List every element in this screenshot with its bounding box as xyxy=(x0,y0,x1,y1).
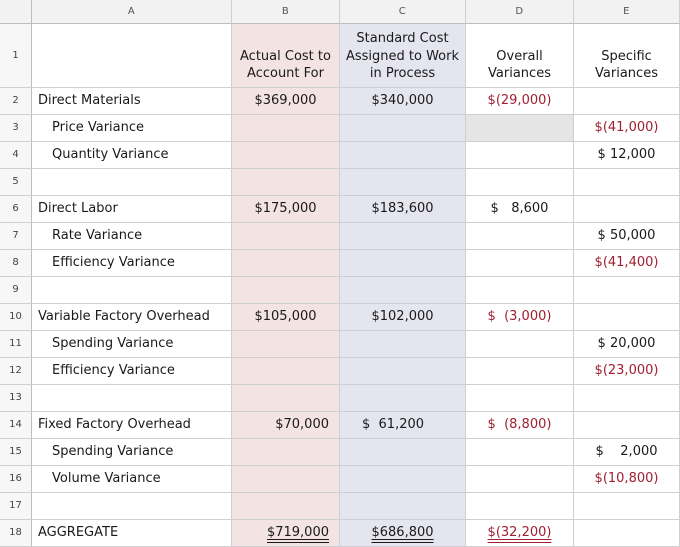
standard-cost-cell[interactable]: $102,000 xyxy=(340,304,466,331)
specific-variance-cell[interactable]: $(41,400) xyxy=(574,250,680,277)
cell-a1[interactable] xyxy=(32,24,232,88)
header-standard-cost[interactable]: Standard Cost Assigned to Work in Process xyxy=(340,24,466,88)
standard-cost-cell[interactable] xyxy=(340,331,466,358)
standard-cost-cell[interactable]: $183,600 xyxy=(340,196,466,223)
actual-cost-cell[interactable] xyxy=(232,331,340,358)
row-label[interactable]: Variable Factory Overhead xyxy=(32,304,232,331)
actual-cost-cell[interactable] xyxy=(232,439,340,466)
actual-cost-cell[interactable] xyxy=(232,169,340,196)
standard-cost-cell[interactable] xyxy=(340,169,466,196)
actual-cost-cell[interactable]: $369,000 xyxy=(232,88,340,115)
row-header[interactable]: 17 xyxy=(0,493,32,520)
row-label[interactable]: Fixed Factory Overhead xyxy=(32,412,232,439)
specific-variance-cell[interactable] xyxy=(574,277,680,304)
actual-cost-cell[interactable]: $175,000 xyxy=(232,196,340,223)
row-label[interactable]: Direct Materials xyxy=(32,88,232,115)
row-header[interactable]: 16 xyxy=(0,466,32,493)
specific-variance-cell[interactable]: $(23,000) xyxy=(574,358,680,385)
actual-cost-cell[interactable] xyxy=(232,385,340,412)
overall-variance-cell[interactable] xyxy=(466,169,574,196)
specific-variance-cell[interactable] xyxy=(574,88,680,115)
row-label[interactable]: Rate Variance xyxy=(32,223,232,250)
row-header[interactable]: 12 xyxy=(0,358,32,385)
actual-cost-cell[interactable] xyxy=(232,142,340,169)
specific-variance-cell[interactable] xyxy=(574,493,680,520)
specific-variance-cell[interactable]: $ 20,000 xyxy=(574,331,680,358)
overall-variance-cell[interactable]: $(32,200) xyxy=(466,520,574,547)
actual-cost-cell[interactable] xyxy=(232,358,340,385)
specific-variance-cell[interactable] xyxy=(574,169,680,196)
overall-variance-cell[interactable] xyxy=(466,493,574,520)
actual-cost-cell[interactable] xyxy=(232,223,340,250)
row-label[interactable]: Efficiency Variance xyxy=(32,250,232,277)
overall-variance-cell[interactable]: $ (8,800) xyxy=(466,412,574,439)
row-header[interactable]: 2 xyxy=(0,88,32,115)
column-header-d[interactable]: D xyxy=(466,0,574,24)
specific-variance-cell[interactable] xyxy=(574,385,680,412)
specific-variance-cell[interactable]: $ 12,000 xyxy=(574,142,680,169)
overall-variance-cell[interactable]: $(29,000) xyxy=(466,88,574,115)
actual-cost-cell[interactable] xyxy=(232,250,340,277)
header-actual-cost[interactable]: Actual Cost to Account For xyxy=(232,24,340,88)
row-header[interactable]: 8 xyxy=(0,250,32,277)
column-header-e[interactable]: E xyxy=(574,0,680,24)
actual-cost-cell[interactable]: $105,000 xyxy=(232,304,340,331)
overall-variance-cell[interactable]: $ (3,000) xyxy=(466,304,574,331)
row-label[interactable]: AGGREGATE xyxy=(32,520,232,547)
standard-cost-cell[interactable] xyxy=(340,115,466,142)
overall-variance-cell[interactable]: $ 8,600 xyxy=(466,196,574,223)
row-label[interactable] xyxy=(32,385,232,412)
specific-variance-cell[interactable] xyxy=(574,412,680,439)
standard-cost-cell[interactable]: $ 61,200 xyxy=(340,412,466,439)
header-specific-variances[interactable]: Specific Variances xyxy=(574,24,680,88)
row-header[interactable]: 6 xyxy=(0,196,32,223)
specific-variance-cell[interactable] xyxy=(574,196,680,223)
row-label[interactable] xyxy=(32,277,232,304)
header-overall-variances[interactable]: Overall Variances xyxy=(466,24,574,88)
overall-variance-cell[interactable] xyxy=(466,142,574,169)
row-header[interactable]: 3 xyxy=(0,115,32,142)
overall-variance-cell[interactable] xyxy=(466,277,574,304)
actual-cost-cell[interactable] xyxy=(232,493,340,520)
row-label[interactable]: Spending Variance xyxy=(32,331,232,358)
row-label[interactable]: Quantity Variance xyxy=(32,142,232,169)
row-label[interactable] xyxy=(32,169,232,196)
row-header[interactable]: 7 xyxy=(0,223,32,250)
standard-cost-cell[interactable] xyxy=(340,439,466,466)
standard-cost-cell[interactable] xyxy=(340,250,466,277)
column-header-c[interactable]: C xyxy=(340,0,466,24)
row-label[interactable]: Price Variance xyxy=(32,115,232,142)
overall-variance-cell[interactable] xyxy=(466,466,574,493)
specific-variance-cell[interactable]: $ 2,000 xyxy=(574,439,680,466)
row-label[interactable]: Spending Variance xyxy=(32,439,232,466)
standard-cost-cell[interactable] xyxy=(340,358,466,385)
standard-cost-cell[interactable] xyxy=(340,223,466,250)
specific-variance-cell[interactable]: $ 50,000 xyxy=(574,223,680,250)
row-header[interactable]: 18 xyxy=(0,520,32,547)
actual-cost-cell[interactable] xyxy=(232,466,340,493)
row-header[interactable]: 4 xyxy=(0,142,32,169)
select-all-corner[interactable] xyxy=(0,0,32,24)
specific-variance-cell[interactable] xyxy=(574,304,680,331)
row-label[interactable]: Direct Labor xyxy=(32,196,232,223)
overall-variance-cell[interactable] xyxy=(466,223,574,250)
specific-variance-cell[interactable]: $(10,800) xyxy=(574,466,680,493)
specific-variance-cell[interactable]: $(41,000) xyxy=(574,115,680,142)
actual-cost-cell[interactable]: $70,000 xyxy=(232,412,340,439)
row-label[interactable] xyxy=(32,493,232,520)
standard-cost-cell[interactable] xyxy=(340,493,466,520)
row-header[interactable]: 5 xyxy=(0,169,32,196)
row-header[interactable]: 10 xyxy=(0,304,32,331)
column-header-a[interactable]: A xyxy=(32,0,232,24)
row-label[interactable]: Volume Variance xyxy=(32,466,232,493)
row-header[interactable]: 11 xyxy=(0,331,32,358)
standard-cost-cell[interactable] xyxy=(340,385,466,412)
standard-cost-cell[interactable] xyxy=(340,142,466,169)
actual-cost-cell[interactable] xyxy=(232,277,340,304)
actual-cost-cell[interactable] xyxy=(232,115,340,142)
standard-cost-cell[interactable] xyxy=(340,466,466,493)
row-header[interactable]: 1 xyxy=(0,24,32,88)
overall-variance-cell[interactable] xyxy=(466,385,574,412)
row-header[interactable]: 14 xyxy=(0,412,32,439)
overall-variance-cell[interactable] xyxy=(466,331,574,358)
row-header[interactable]: 13 xyxy=(0,385,32,412)
overall-variance-cell[interactable] xyxy=(466,115,574,142)
row-header[interactable]: 15 xyxy=(0,439,32,466)
standard-cost-cell[interactable]: $340,000 xyxy=(340,88,466,115)
actual-cost-cell[interactable]: $719,000 xyxy=(232,520,340,547)
row-header[interactable]: 9 xyxy=(0,277,32,304)
standard-cost-cell[interactable] xyxy=(340,277,466,304)
standard-cost-cell[interactable]: $686,800 xyxy=(340,520,466,547)
column-header-b[interactable]: B xyxy=(232,0,340,24)
overall-variance-cell[interactable] xyxy=(466,358,574,385)
overall-variance-cell[interactable] xyxy=(466,439,574,466)
row-label[interactable]: Efficiency Variance xyxy=(32,358,232,385)
overall-variance-cell[interactable] xyxy=(466,250,574,277)
